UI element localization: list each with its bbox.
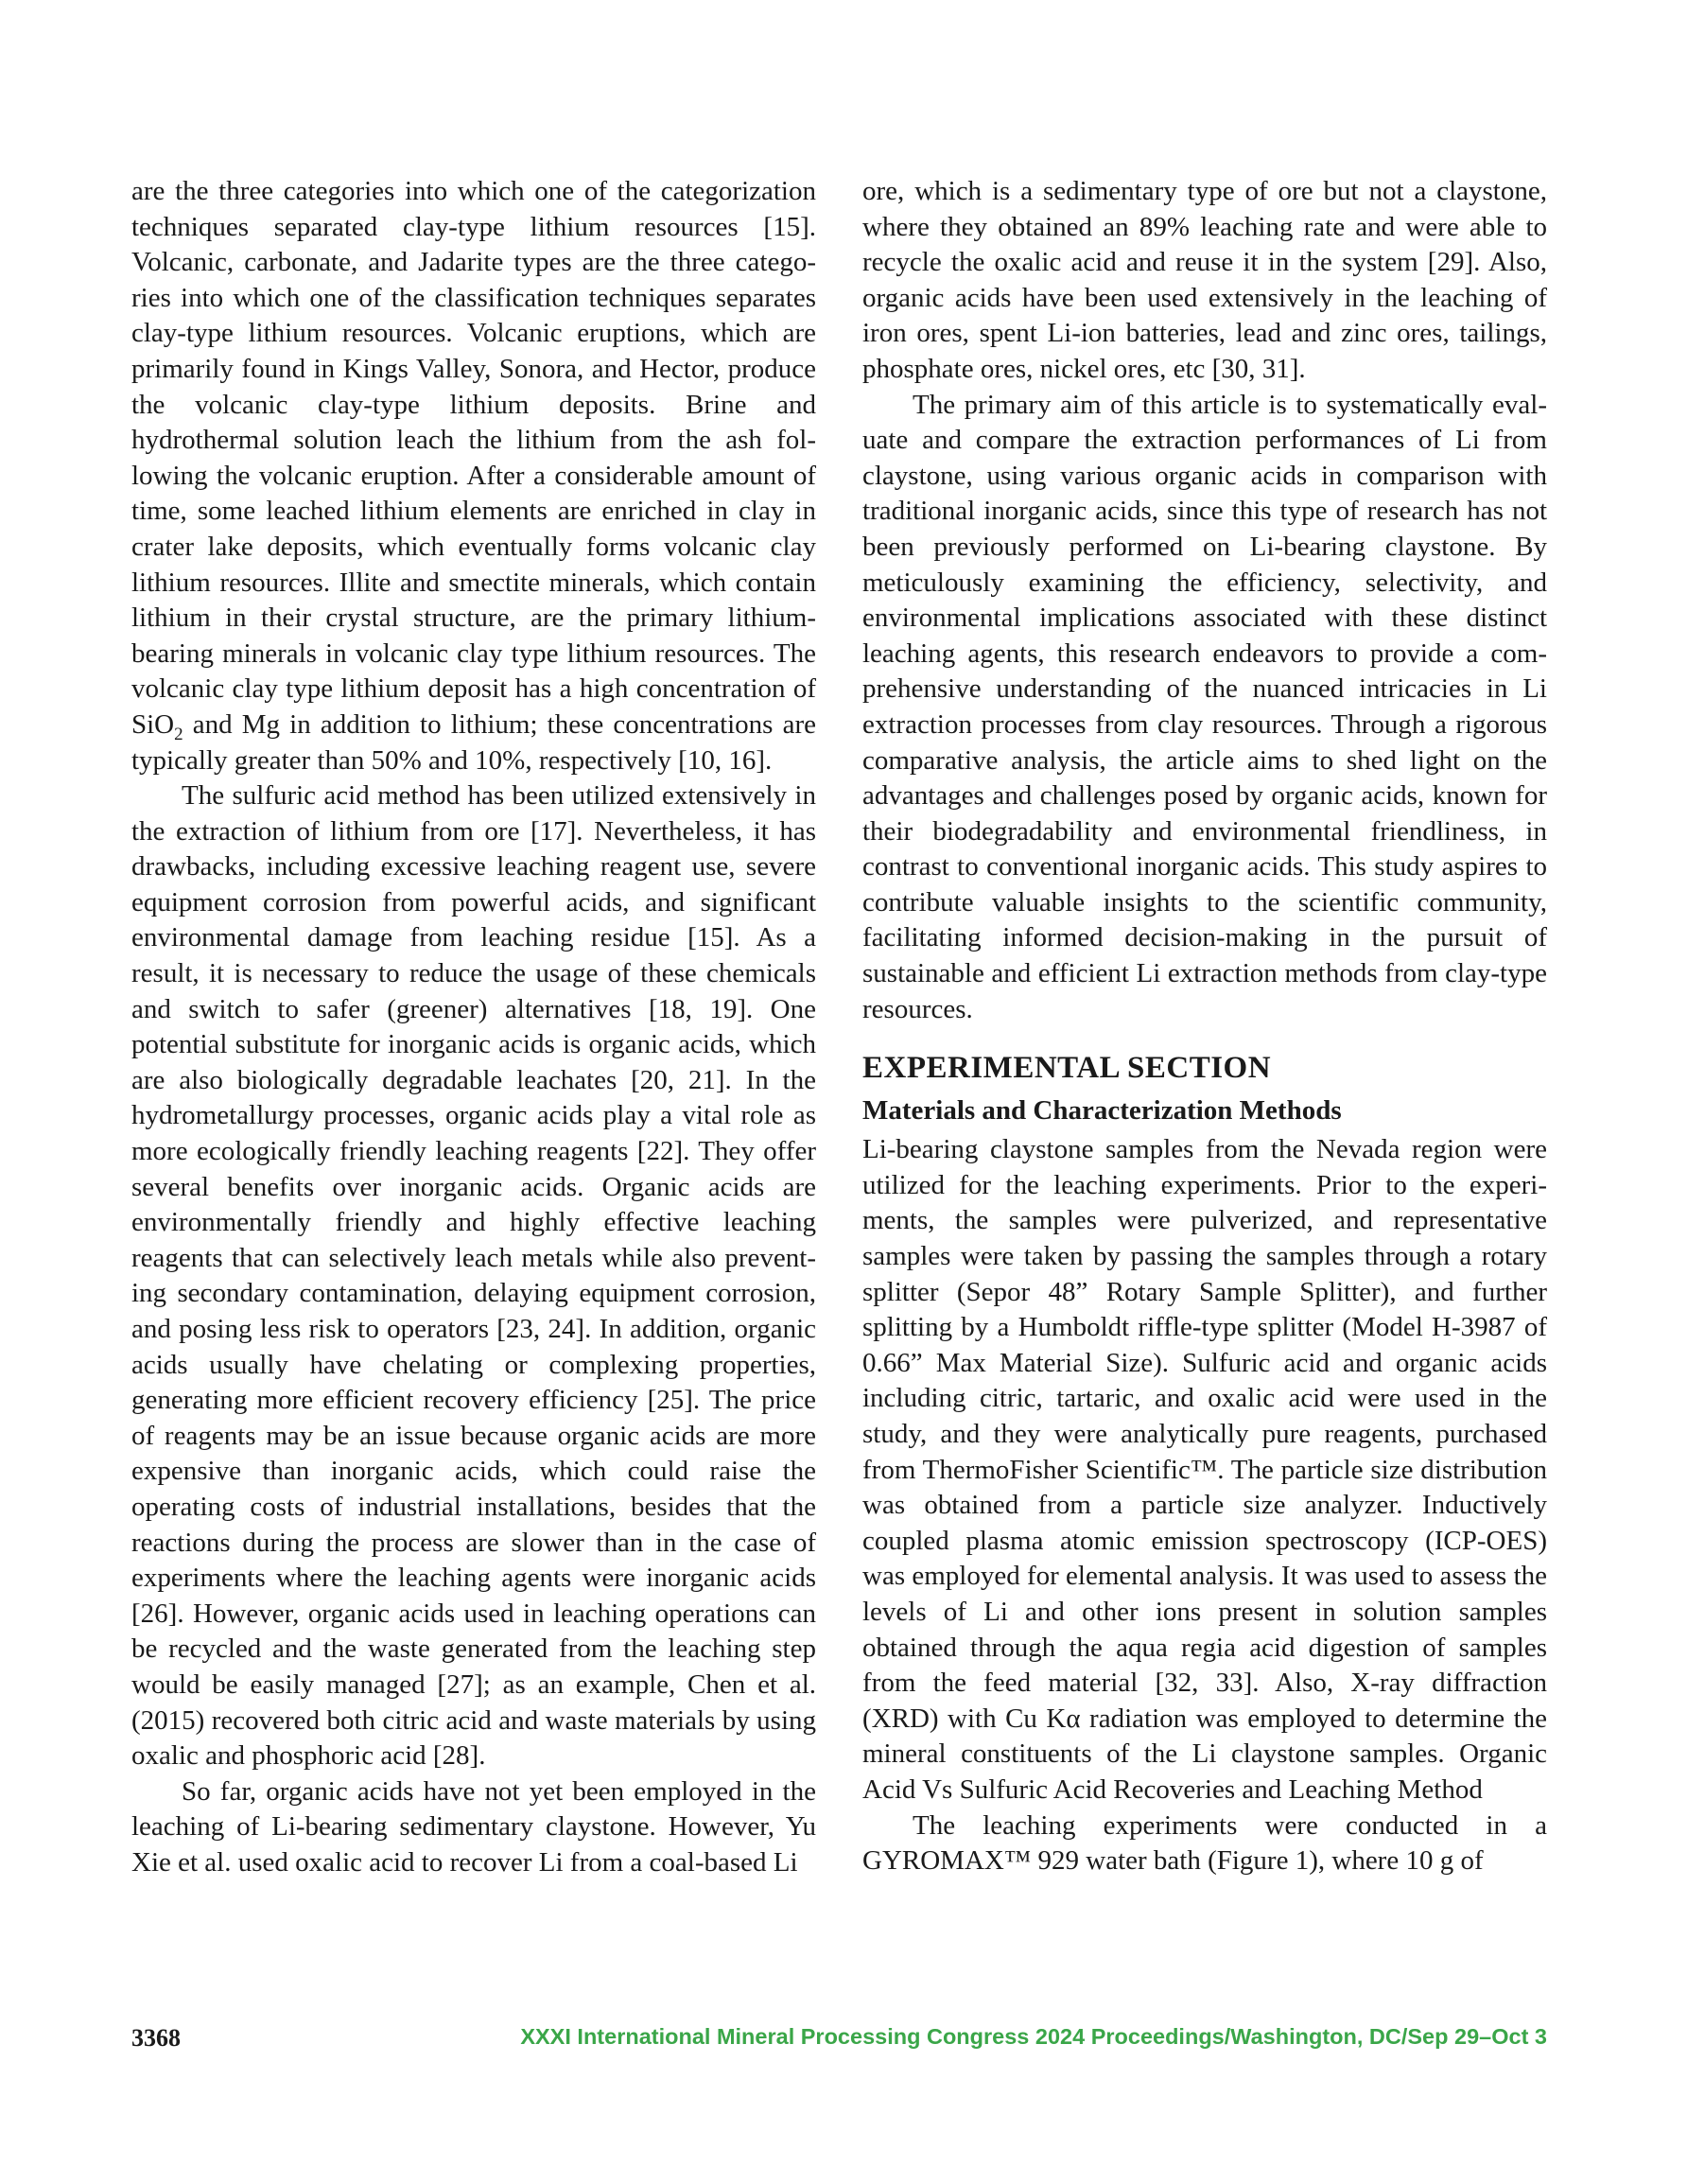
right-column xyxy=(862,174,1547,1879)
page-number: 3368 xyxy=(131,2024,181,2052)
paragraph: The leaching experiments were conducted in a GYROMAX™ 929 water bath (Figure 1), where 10 g of xyxy=(862,1809,1547,1877)
running-title: XXXI International Mineral Processing Congress 2024 Proceedings/Washington, DC/Sep 29–Oct 3 xyxy=(520,2024,1547,2049)
paragraph: The primary aim of this article is to systematically evaluate and compare the extraction performances of Li from claystone, using various organic acids in comparison with traditional inorganic acids, since this type of research has not been previously performed on Li-bearing claystone. By meticulously examining the efficiency, selectivity, and environmental implications associated with these distinct leaching agents, this research endeavors to provide a comprehensive understanding of the nuanced intricacies in Li extraction processes from clay resources. Through a rigorous comparative analysis, the article aims to shed light on the advantages and challenges posed by organic acids, known for their biodegradability and environmental friendliness, in contrast to conventional inorganic acids. This study aspires to contribute valuable insights to the scientific community, facilitating informed decision-making in the pursuit of sustainable and efficient Li extraction methods from clay-type resources. xyxy=(862,389,1547,1024)
sub-heading: Materials and Characterization Methods xyxy=(862,1095,1342,1127)
subscript: 2 xyxy=(174,724,183,744)
paragraph xyxy=(131,174,816,778)
section-heading: EXPERIMENTAL SECTION xyxy=(862,1051,1272,1086)
paragraph-text: and Mg in addition to lithium; these concentrations are typically greater than 50% and 10%, respectively [10, 16]. xyxy=(131,708,816,776)
paragraph-text: are the three categories into which one of the categorization techniques separated clay-type lithium resources [15]. Volcanic, carbonate, and Jadarite types are the three categories into which one of the classification techniques separates clay-type lithium resources. Volcanic eruptions, which are primarily found in Kings Valley, Sonora, and Hector, produce the volcanic clay-type lithium deposits. Brine and hydrothermal solution leach the lithium from the ash following the volcanic eruption. After a considerable amount of time, some leached lithium elements are enriched in clay in crater lake deposits, which eventually forms volcanic clay lithium resources. Illite and smectite minerals, which contain lithium in their crystal structure, are the primary lithium-bearing minerals in volcanic clay type lithium resources. The volcanic clay type lithium deposit has a high concentration of SiO xyxy=(131,176,816,740)
left-column xyxy=(131,174,816,1881)
page-footer xyxy=(131,2024,1547,2062)
paragraph: So far, organic acids have not yet been employed in the leaching of Li-bearing sedimentary claystone. However, Yu Xie et al. used oxalic acid to recover Li from a coal-based Li xyxy=(131,1775,816,1878)
paragraph: The sulfuric acid method has been utilized extensively in the extraction of lithium from ore [17]. Nevertheless, it has drawbacks, including excessive leaching reagent use, severe equipment corrosion from powerful acids, and significant environmental damage from leaching residue [15]. As a result, it is necessary to reduce the usage of these chemicals and switch to safer (greener) alternatives [18, 19]. One potential substitute for inorganic acids is organic acids, which are also biologically degradable leachates [20, 21]. In the hydrometallurgy processes, organic acids play a vital role as more ecologically friendly leaching reagents [22]. They offer several benefits over inorganic acids. Organic acids are environmentally friendly and highly effective leaching reagents that can selectively leach metals while also preventing secondary contamination, delaying equipment corrosion, and posing less risk to operators [23, 24]. In addition, organic acids usually have chelating or complexing properties, generating more efficient recovery efficiency [25]. The price of reagents may be an issue because organic acids are more expensive than inorganic acids, which could raise the operating costs of industrial installations, besides that the reactions during the process are slower than in the case of experiments where the leaching agents were inorganic acids [26]. However, organic acids used in leaching operations can be recycled and the waste generated from the leaching step would be easily managed [27]; as an example, Chen et al. (2015) recovered both citric acid and waste materials by using oxalic and phosphoric acid [28]. xyxy=(131,780,816,1772)
paragraph: Li-bearing claystone samples from the Nevada region were utilized for the leaching experiments. Prior to the experiments, the samples were pulverized, and representative samples were taken by passing the samples through a rotary splitter (Sepor 48” Rotary Sample Splitter), and further splitting by a Humboldt riffle-type splitter (Model H-3987 of 0.66” Max Material Size). Sulfuric acid and organic acids including citric, tartaric, and oxalic acid were used in the study, and they were analytically pure reagents, purchased from ThermoFisher Scientific™. The particle size distribution was obtained from a particle size analyzer. Inductively coupled plasma atomic emission spectroscopy (ICP-OES) was employed for elemental analysis. It was used to assess the levels of Li and other ions present in solution samples obtained through the aqua regia acid digestion of samples from the feed material [32, 33]. Also, X-ray diffraction (XRD) with Cu Kα radiation was employed to determine the mineral constituents of the Li claystone samples. Organic Acid Vs Sulfuric Acid Recoveries and Leaching Method xyxy=(862,1134,1548,1805)
paragraph: ore, which is a sedimentary type of ore but not a claystone, where they obtained an 89% leaching rate and were able to recycle the oxalic acid and reuse it in the system [29]. Also, organic acids have been used extensively in the leaching of iron ores, spent Li-ion batteries, lead and zinc ores, tailings, phosphate ores, nickel ores, etc [30, 31]. xyxy=(862,176,1547,384)
